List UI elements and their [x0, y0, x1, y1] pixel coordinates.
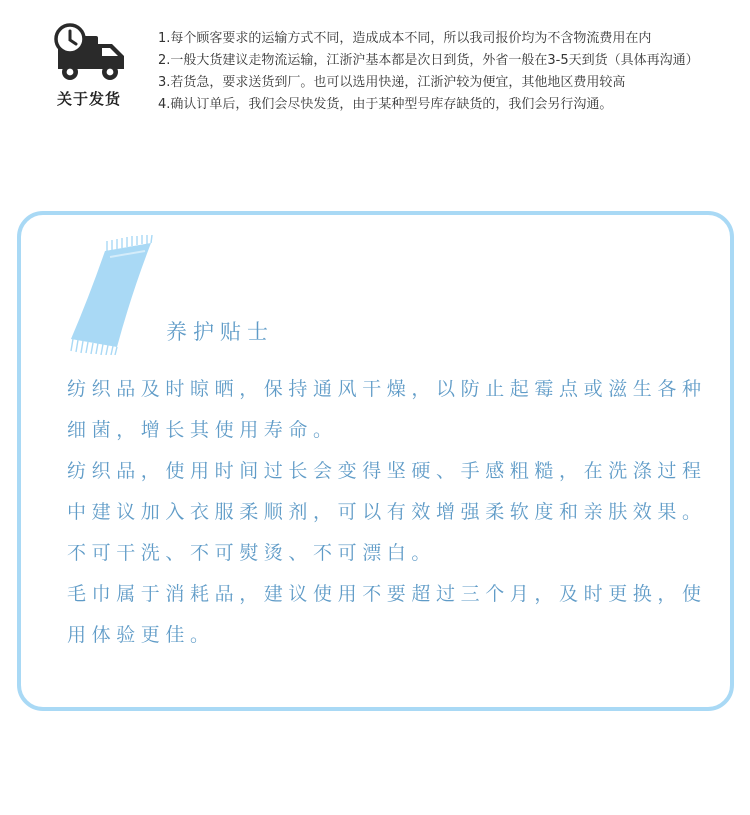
- care-tip: 纺织品及时晾晒，保持通风干燥，以防止起霉点或滋生各种细菌，增长其使用寿命。: [67, 378, 707, 441]
- delivery-truck-clock-icon: [52, 22, 128, 84]
- shipping-note: 4.确认订单后，我们会尽快发货，由于某种型号库存缺货的，我们会另行沟通。: [158, 97, 613, 112]
- care-tips-card: [17, 211, 734, 711]
- care-tips-list: [67, 369, 707, 656]
- care-tip: 不可干洗、不可熨烫、不可漂白。: [67, 542, 437, 564]
- shipping-section: [0, 0, 750, 180]
- shipping-title: 关于发货: [56, 90, 121, 108]
- care-tip: 毛巾属于消耗品，建议使用不要超过三个月，及时更换，使用体验更佳。: [67, 583, 707, 646]
- towel-icon: [65, 235, 163, 355]
- shipping-notes: [158, 28, 738, 116]
- care-tip: 纺织品，使用时间过长会变得坚硬、手感粗糙，在洗涤过程中建议加入衣服柔顺剂，可以有效增强柔软度和亲肤效果。: [67, 460, 707, 523]
- care-title: 养护贴士: [166, 320, 274, 344]
- shipping-note: 2.一般大货建议走物流运输，江浙沪基本都是次日到货，外省一般在3-5天到货（具体再沟通）: [158, 53, 699, 68]
- shipping-note: 3.若货急，要求送货到厂。也可以选用快递，江浙沪较为便宜，其他地区费用较高: [158, 75, 626, 90]
- shipping-note: 1.每个顾客要求的运输方式不同，造成成本不同，所以我司报价均为不含物流费用在内: [158, 31, 652, 46]
